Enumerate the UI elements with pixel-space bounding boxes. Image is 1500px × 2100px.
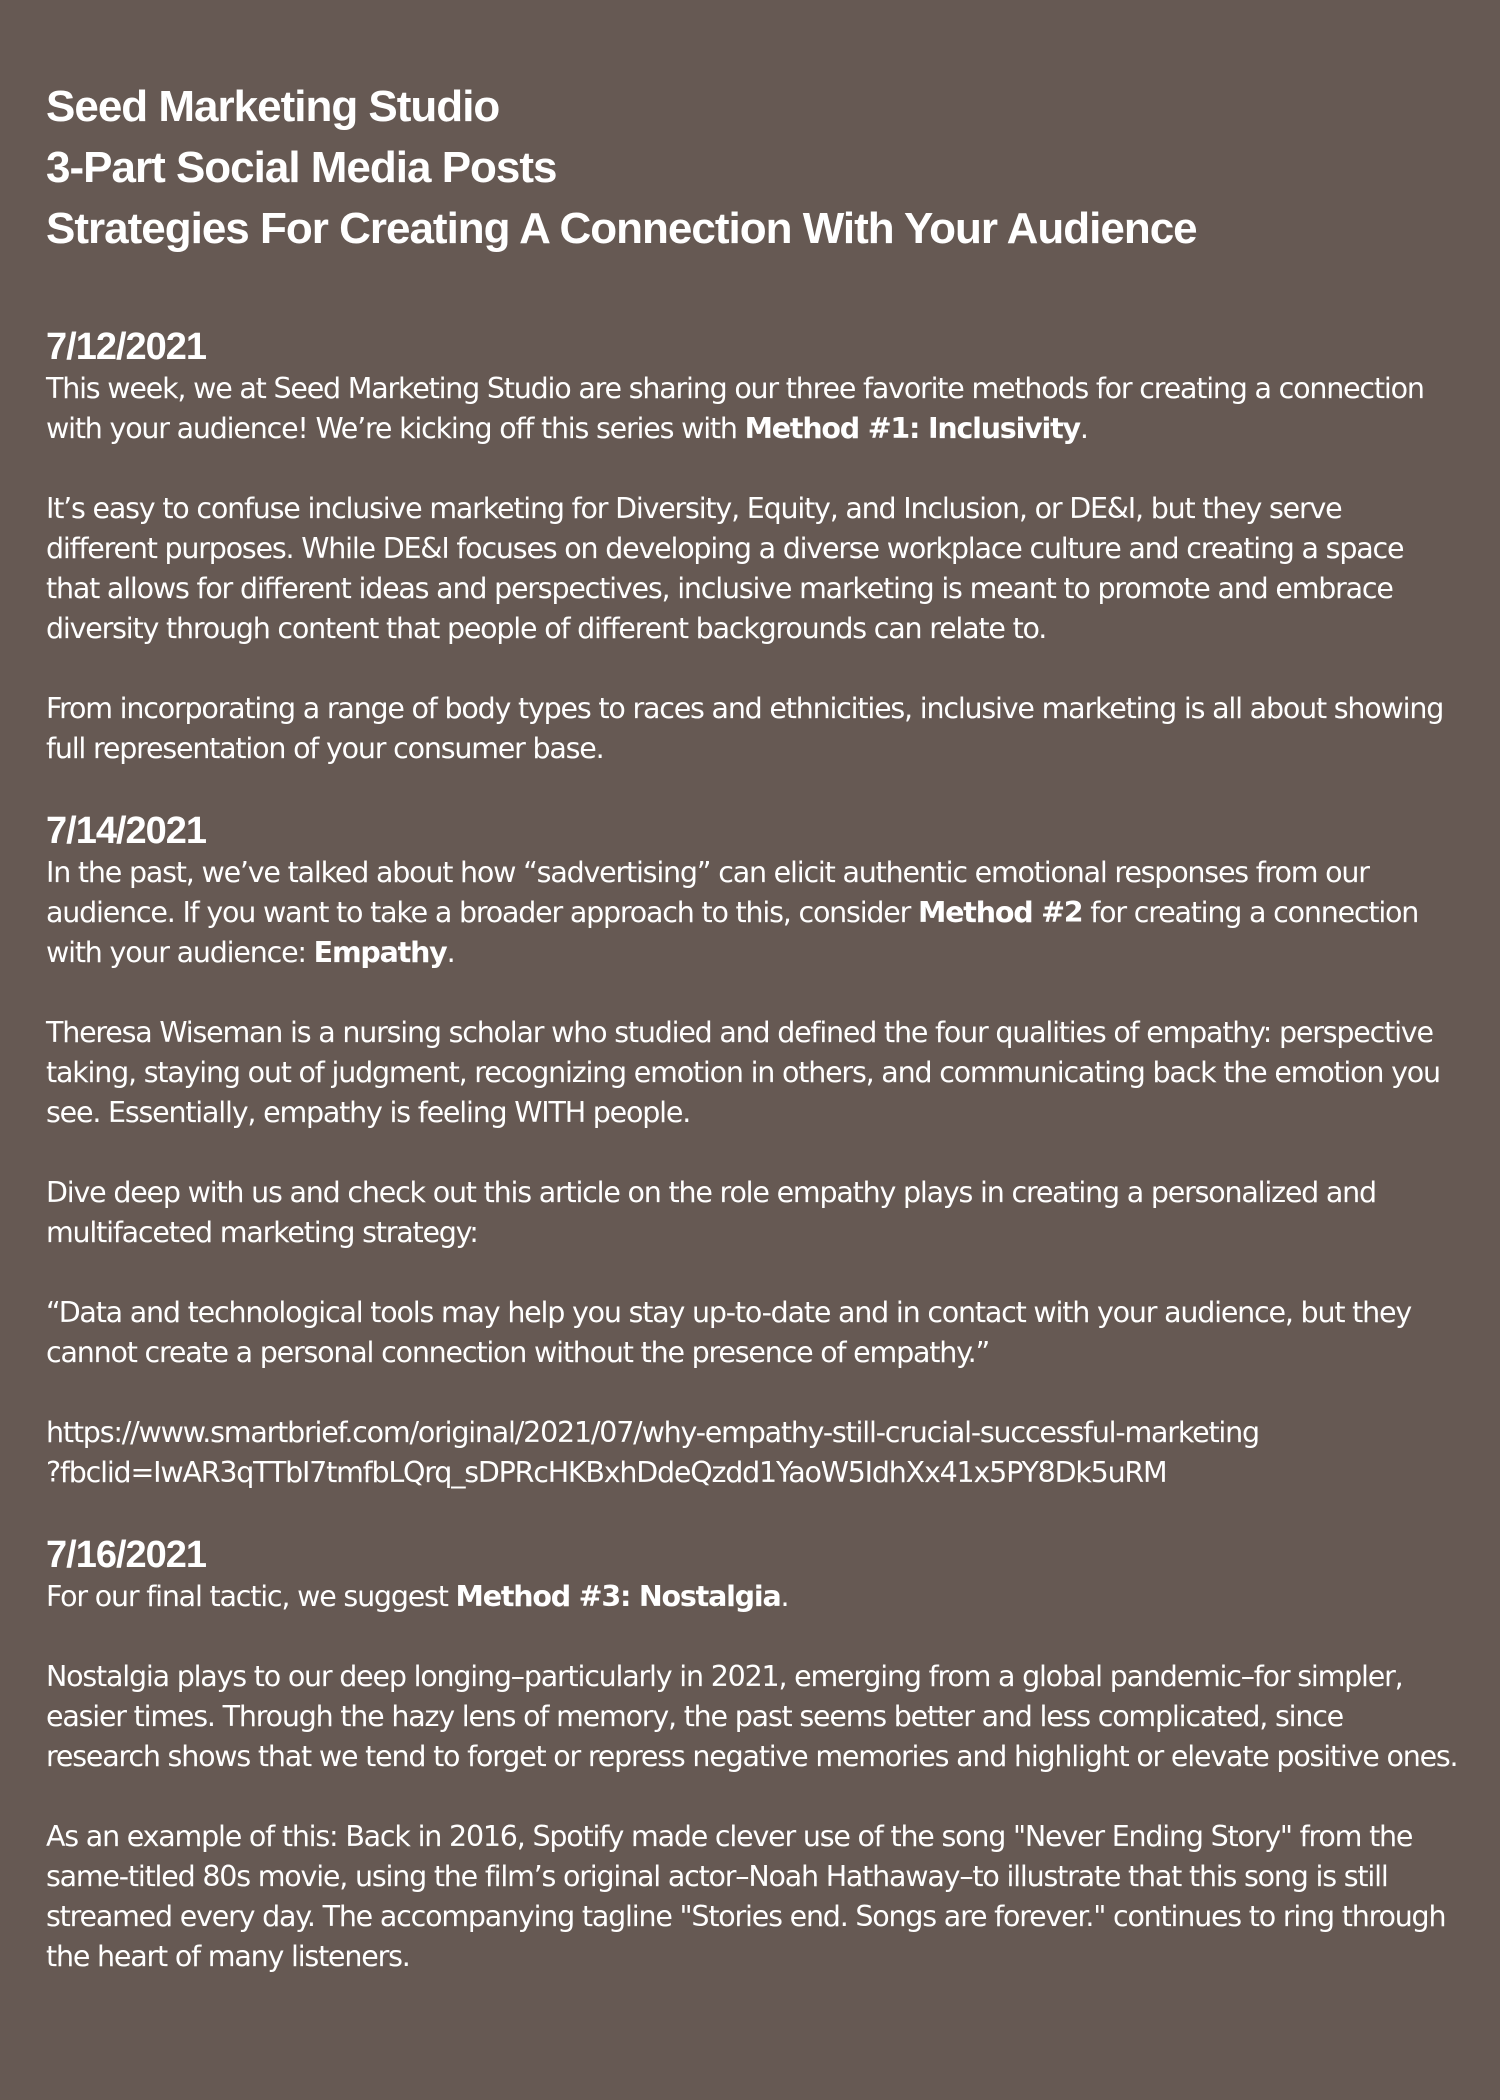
post-1-intro-text: This week, we at Seed Marketing Studio are sharing our three favorite methods for creating a connection with your audience! We’re kicking off this series with [46, 372, 1424, 445]
post-1-method-label: Method #1: Inclusivity [744, 412, 1080, 445]
post-1-date: 7/12/2021 [46, 326, 207, 368]
article-link-line-2[interactable]: ?fbclid=IwAR3qTTbI7tmfbLQrq_sDPRcHKBxhDdeQzdd1YaoW5IdhXx41x5PY8Dk5uRM [46, 1456, 1167, 1489]
post-2-date: 7/14/2021 [46, 810, 207, 852]
post-2-intro-end: . [446, 936, 455, 969]
post-1-intro-end: . [1079, 412, 1088, 445]
post-3-intro-end: . [780, 1580, 789, 1613]
post-2-method-name: Empathy [313, 936, 447, 969]
title-topic: Strategies For Creating A Connection With Your Audience [46, 204, 1197, 253]
post-2-paragraph-2: Theresa Wiseman is a nursing scholar who studied and defined the four qualities of empathy: perspective taking, staying out of judgment, recognizing emotion in others, and communicating back the emotion you see. Essentially, empathy is feeling WITH people. [46, 1016, 1440, 1129]
post-3-intro-paragraph [46, 1577, 1460, 1617]
post-1-paragraph-2: It’s easy to confuse inclusive marketing for Diversity, Equity, and Inclusion, or DE&I, but they serve different purposes. While DE&I focuses on developing a diverse workplace culture and creating a space that allows for different ideas and perspectives, inclusive marketing is meant to promote and embrace diversity through content that people of different backgrounds can relate to. [46, 492, 1404, 645]
post-2-intro-paragraph [46, 853, 1460, 973]
title-studio-name: Seed Marketing Studio [46, 82, 500, 131]
title-series: 3-Part Social Media Posts [46, 143, 557, 192]
post-3-method-label: Method #3: Nostalgia [455, 1580, 781, 1613]
post-3-intro-text: For our final tactic, we suggest [46, 1580, 456, 1613]
post-1-intro-paragraph [46, 369, 1460, 449]
post-3-paragraph-2: Nostalgia plays to our deep longing–particularly in 2021, emerging from a global pandemic–for simpler, easier times. Through the hazy lens of memory, the past seems better and less complicated, since research shows that we tend to forget or repress negative memories and highlight or elevate positive ones. [46, 1660, 1458, 1773]
post-2 [46, 809, 1460, 1493]
post-1 [46, 325, 1460, 769]
post-2-method-label: Method #2 [918, 896, 1083, 929]
post-3-date: 7/16/2021 [46, 1534, 207, 1576]
document-title [46, 76, 1460, 259]
post-2-quote: “Data and technological tools may help you stay up-to-date and in contact with your audience, but they cannot create a personal connection without the presence of empathy.” [46, 1296, 1411, 1369]
post-2-intro-middle: for creating a connection with your audience: [46, 896, 1419, 969]
post-3 [46, 1533, 1460, 1977]
article-link-line-1[interactable]: https://www.smartbrief.com/original/2021/07/why-empathy-still-crucial-successful-marketing [46, 1416, 1259, 1449]
post-1-paragraph-3: From incorporating a range of body types to races and ethnicities, inclusive marketing is all about showing full representation of your consumer base. [46, 692, 1444, 765]
post-2-paragraph-3: Dive deep with us and check out this article on the role empathy plays in creating a personalized and multifaceted marketing strategy: [46, 1176, 1376, 1249]
post-3-paragraph-3: As an example of this: Back in 2016, Spotify made clever use of the song "Never Ending Story" from the same-titled 80s movie, using the film’s original actor–Noah Hathaway–to illustrate that this song is still streamed every day. The accompanying tagline "Stories end. Songs are forever." continues to ring through the heart of many listeners. [46, 1820, 1446, 1973]
post-2-article-link[interactable] [46, 1413, 1460, 1493]
post-2-intro-text: In the past, we’ve talked about how “sadvertising” can elicit authentic emotional responses from our audience. If you want to take a broader approach to this, consider [46, 856, 1369, 929]
